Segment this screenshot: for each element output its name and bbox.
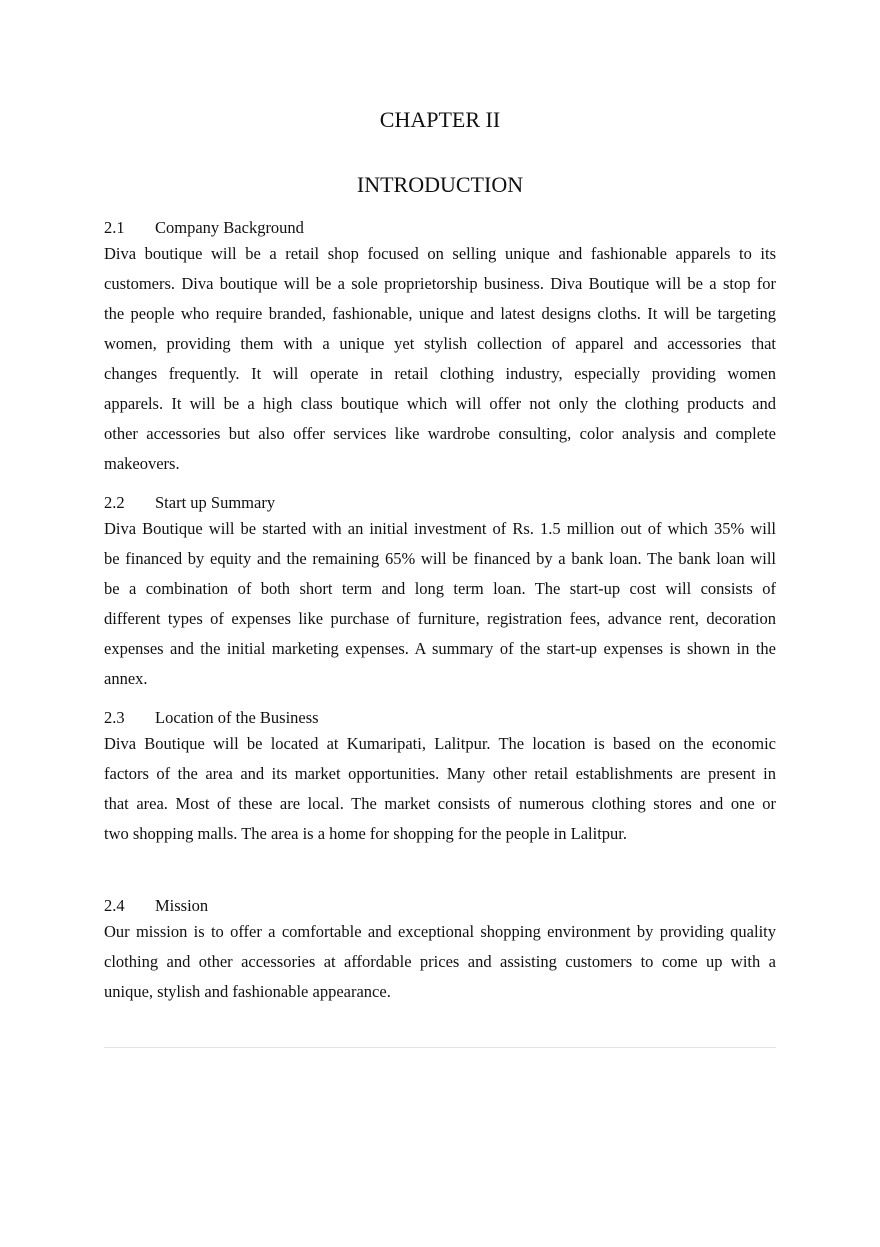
- paragraph-line: unique, stylish and fashionable appearance.: [104, 982, 391, 1001]
- paragraph-line: Diva Boutique will be located at Kumaripati, Lalitpur. The location is based on the economic: [104, 734, 776, 753]
- paragraph-line: women, providing them with a unique yet stylish collection of apparel and accessories that: [104, 334, 776, 353]
- section-number: 2.4: [104, 896, 125, 915]
- divider: [104, 1047, 776, 1048]
- section-heading: [104, 707, 776, 729]
- paragraph-line: clothing and other accessories at affordable prices and assisting customers to come up with a: [104, 952, 776, 971]
- paragraph-line: changes frequently. It will operate in retail clothing industry, especially providing women: [104, 364, 776, 383]
- section-label: Company Background: [155, 218, 304, 237]
- paragraph-line: other accessories but also offer services like wardrobe consulting, color analysis and complete: [104, 424, 776, 443]
- section-start-up-summary: [104, 492, 776, 694]
- section-label: Mission: [155, 896, 209, 915]
- paragraph-line: two shopping malls. The area is a home for shopping for the people in Lalitpur.: [104, 824, 628, 843]
- section-mission: [104, 895, 776, 1007]
- section-heading: [104, 492, 776, 514]
- paragraph-line: customers. Diva boutique will be a sole proprietorship business. Diva Boutique will be a stop for: [104, 274, 776, 293]
- page-title: INTRODUCTION: [356, 172, 524, 197]
- section-label: Start up Summary: [155, 493, 276, 512]
- section-number: 2.3: [104, 708, 125, 727]
- paragraph-line: makeovers.: [104, 454, 180, 473]
- section-number: 2.2: [104, 493, 125, 512]
- paragraph-line: be a combination of both short term and long term loan. The start-up cost will consists of: [104, 579, 776, 598]
- section-number: 2.1: [104, 218, 125, 237]
- paragraph-line: apparels. It will be a high class boutique which will offer not only the clothing products and: [104, 394, 776, 413]
- section-company-background: [104, 217, 776, 479]
- paragraph-line: Diva Boutique will be started with an initial investment of Rs. 1.5 million out of which 35% will: [104, 519, 776, 538]
- paragraph-line: be financed by equity and the remaining 65% will be financed by a bank loan. The bank loan will: [104, 549, 776, 568]
- paragraph-line: expenses and the initial marketing expenses. A summary of the start-up expenses is shown in the: [104, 639, 776, 658]
- paragraph-line: the people who require branded, fashionable, unique and latest designs cloths. It will be targeting: [104, 304, 776, 323]
- paragraph-line: that area. Most of these are local. The market consists of numerous clothing stores and one or: [104, 794, 776, 813]
- section-label: Location of the Business: [155, 708, 319, 727]
- chapter-heading: CHAPTER II: [379, 107, 501, 132]
- paragraph-line: annex.: [104, 669, 148, 688]
- paragraph-line: different types of expenses like purchase of furniture, registration fees, advance rent, decoration: [104, 609, 776, 628]
- paragraph-line: Our mission is to offer a comfortable and exceptional shopping environment by providing quality: [104, 922, 776, 941]
- section-location: [104, 707, 776, 849]
- section-heading: [104, 895, 776, 917]
- paragraph-line: factors of the area and its market opportunities. Many other retail establishments are present in: [104, 764, 776, 783]
- paragraph-line: Diva boutique will be a retail shop focused on selling unique and fashionable apparels to its: [104, 244, 776, 263]
- section-heading: [104, 217, 776, 239]
